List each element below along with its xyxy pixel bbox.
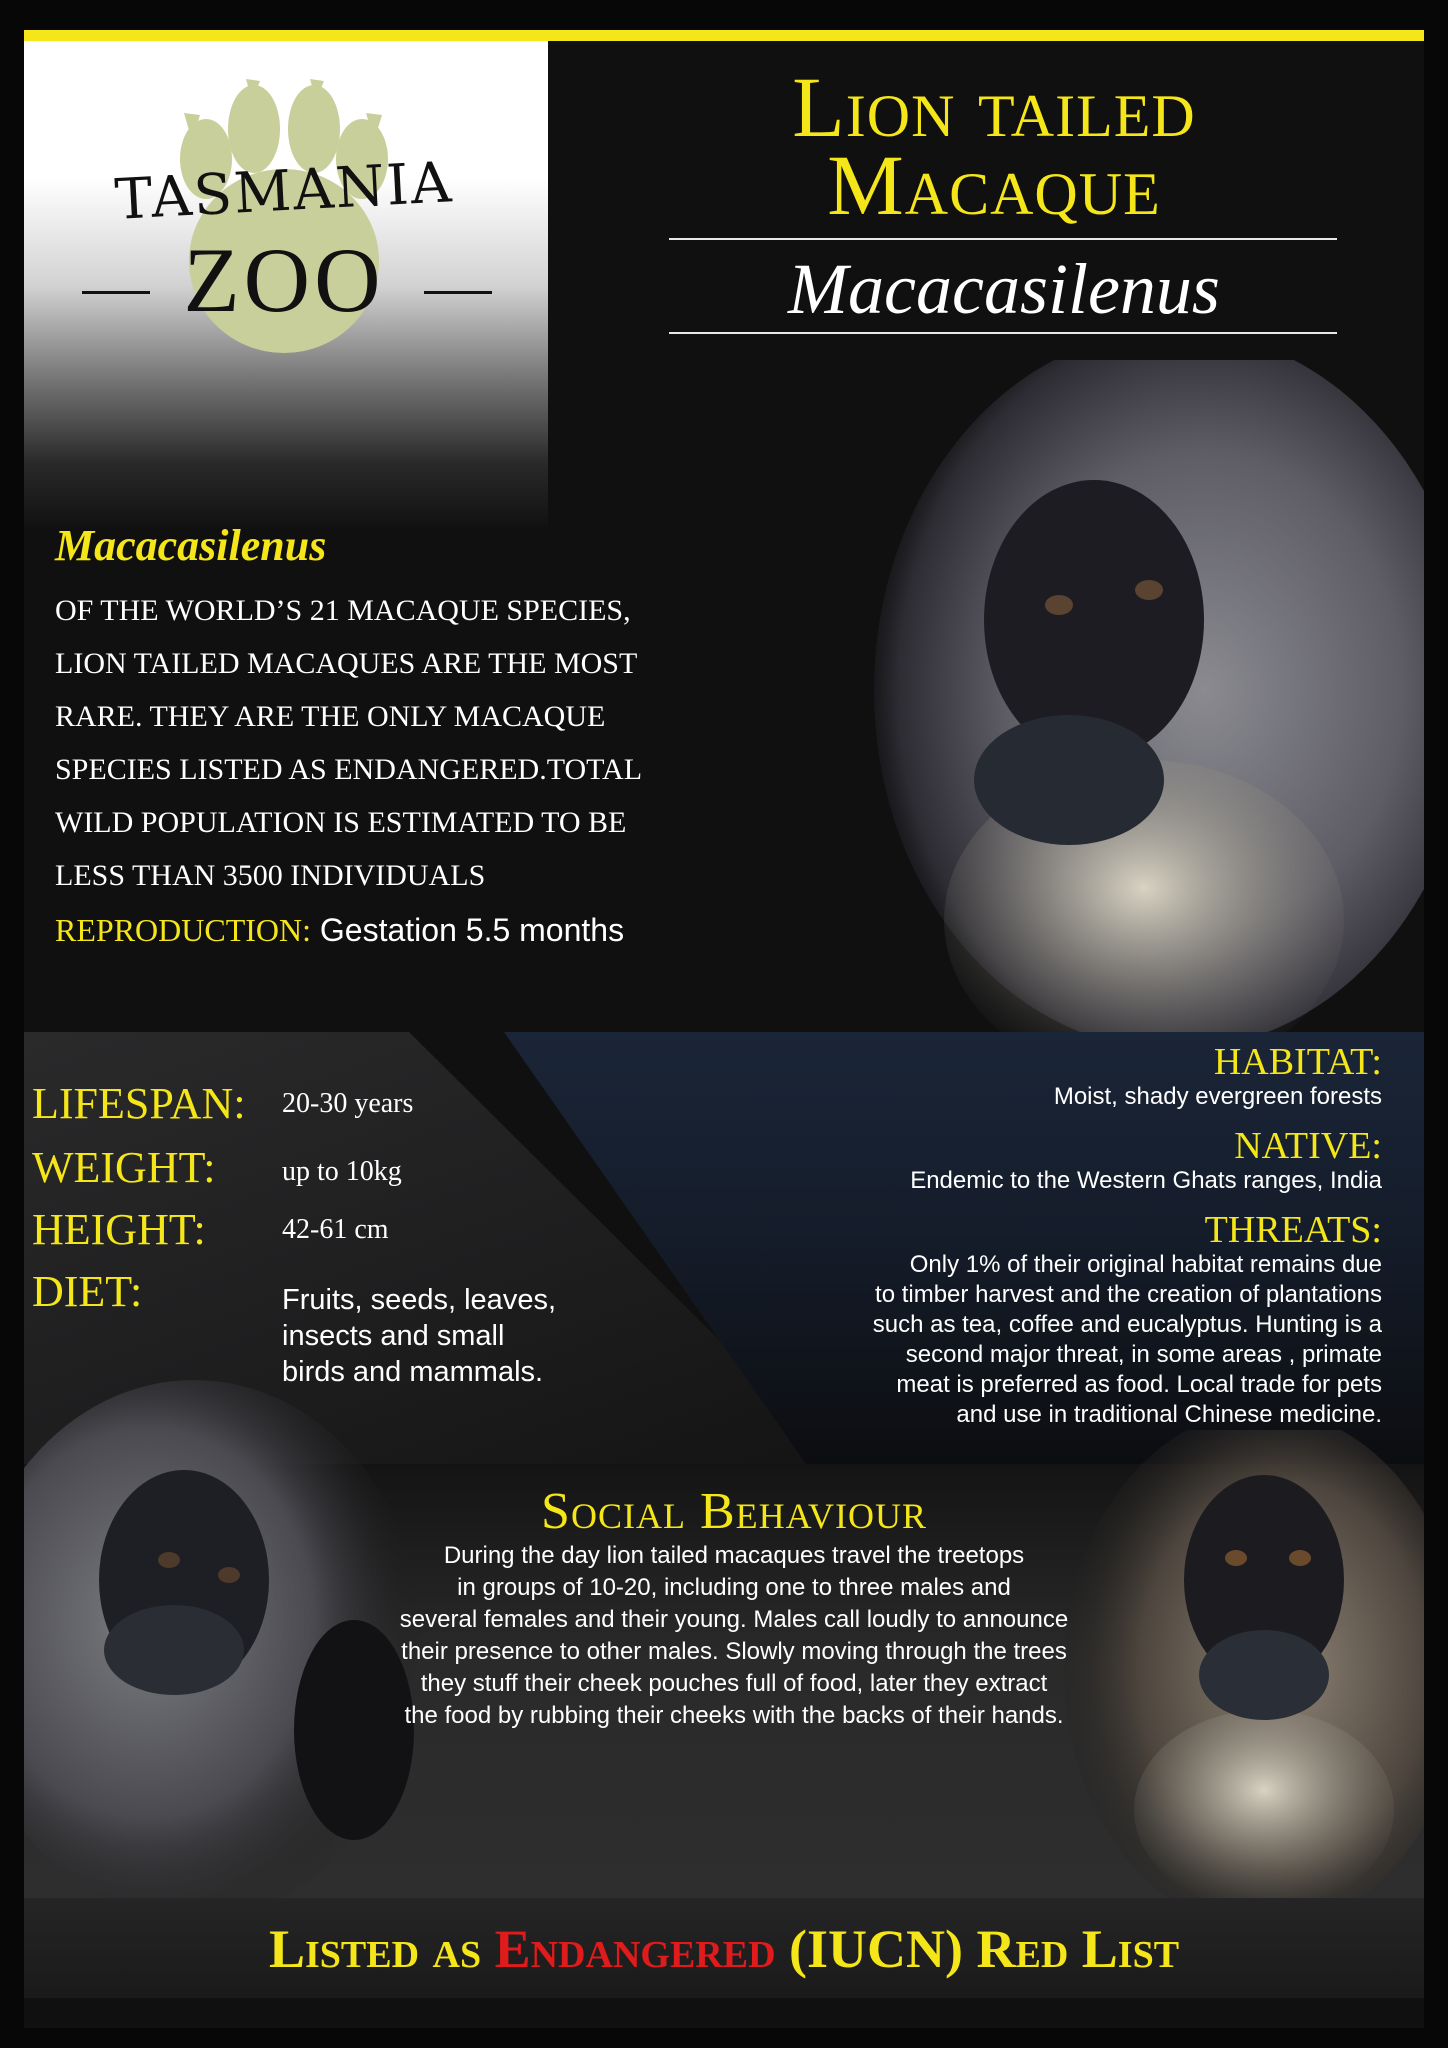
fact-value: 42-61 cm bbox=[282, 1214, 389, 1245]
reproduction-fact bbox=[55, 912, 624, 949]
threats-section bbox=[873, 1210, 1382, 1430]
fact-value: up to 10kg bbox=[282, 1156, 402, 1187]
social-line: several females and their young. Males call loudly to announce bbox=[399, 1606, 1069, 1633]
social-line: During the day lion tailed macaques travel the treetops bbox=[443, 1542, 1025, 1569]
diet-line: insects and small bbox=[282, 1320, 505, 1352]
fact-value bbox=[282, 1282, 612, 1390]
habitat-section bbox=[1054, 1042, 1382, 1112]
threats-line: second major threat, in some areas , primate bbox=[905, 1341, 1382, 1368]
diet-line: Fruits, seeds, leaves, bbox=[282, 1284, 556, 1316]
threats-line: meat is preferred as food. Local trade for pets bbox=[896, 1371, 1382, 1398]
title-rule-bottom bbox=[669, 332, 1337, 334]
intro-line: SPECIES LISTED AS ENDANGERED.TOTAL bbox=[55, 753, 643, 786]
threats-line: and use in traditional Chinese medicine. bbox=[956, 1401, 1382, 1428]
reproduction-value: Gestation 5.5 months bbox=[319, 912, 625, 948]
fact-label: LIFESPAN: bbox=[32, 1079, 246, 1128]
fact-label: WEIGHT: bbox=[32, 1143, 216, 1192]
fact-label: HEIGHT: bbox=[32, 1205, 206, 1254]
threats-label: THREATS: bbox=[1204, 1209, 1382, 1251]
social-behaviour-title: Social Behaviour bbox=[541, 1483, 927, 1540]
intro-line: OF THE WORLD’S 21 MACAQUE SPECIES, bbox=[55, 594, 631, 627]
scientific-name-title: Macacasilenus bbox=[788, 249, 1220, 329]
title-line-1: Lion tailed bbox=[792, 59, 1196, 155]
intro-line: LION TAILED MACAQUES ARE THE MOST bbox=[55, 647, 638, 680]
status-text-endangered: Endangered bbox=[494, 1919, 776, 1979]
diet-line: birds and mammals. bbox=[282, 1356, 544, 1388]
native-label: NATIVE: bbox=[1234, 1125, 1382, 1167]
intro-line: WILD POPULATION IS ESTIMATED TO BE bbox=[55, 806, 627, 839]
fact-value: 20-30 years bbox=[282, 1088, 414, 1119]
logo-text-zoo: ZOO bbox=[183, 229, 385, 331]
threats-line: Only 1% of their original habitat remains due bbox=[909, 1251, 1382, 1278]
social-behaviour-text bbox=[344, 1540, 1124, 1732]
logo-text-tasmania: TASMANIA bbox=[113, 150, 455, 233]
zoo-logo-panel bbox=[24, 41, 548, 531]
title-rule-top bbox=[669, 238, 1337, 240]
macaque-portrait-main bbox=[844, 360, 1424, 1050]
threats-line: to timber harvest and the creation of plantations bbox=[875, 1281, 1382, 1308]
top-accent-bar bbox=[24, 30, 1424, 41]
intro-scientific-name: Macacasilenus bbox=[55, 521, 327, 570]
habitat-label: HABITAT: bbox=[1213, 1041, 1382, 1083]
intro-paragraph bbox=[55, 584, 735, 902]
title-line-2: Macaque bbox=[827, 137, 1161, 233]
species-poster bbox=[24, 30, 1424, 2028]
page-title bbox=[584, 59, 1404, 233]
status-text-1: Listed as bbox=[268, 1919, 482, 1979]
reproduction-label: REPRODUCTION: bbox=[55, 912, 312, 948]
social-line: their presence to other males. Slowly moving through the trees bbox=[401, 1638, 1067, 1665]
intro-line: RARE. THEY ARE THE ONLY MACAQUE bbox=[55, 700, 606, 733]
status-text-2: (IUCN) Red List bbox=[789, 1919, 1180, 1979]
native-section bbox=[910, 1126, 1382, 1196]
social-line: they stuff their cheek pouches full of food, later they extract bbox=[420, 1670, 1048, 1697]
native-text: Endemic to the Western Ghats ranges, India bbox=[910, 1167, 1382, 1194]
social-line: the food by rubbing their cheeks with the backs of their hands. bbox=[404, 1702, 1064, 1729]
logo-rule-right bbox=[424, 291, 492, 294]
threats-line: such as tea, coffee and eucalyptus. Hunting is a bbox=[872, 1311, 1382, 1338]
fact-label: DIET: bbox=[32, 1267, 143, 1316]
conservation-status bbox=[24, 1918, 1424, 1980]
habitat-text: Moist, shady evergreen forests bbox=[1053, 1083, 1382, 1110]
intro-line: LESS THAN 3500 INDIVIDUALS bbox=[55, 859, 486, 892]
social-line: in groups of 10-20, including one to three males and bbox=[457, 1574, 1011, 1601]
